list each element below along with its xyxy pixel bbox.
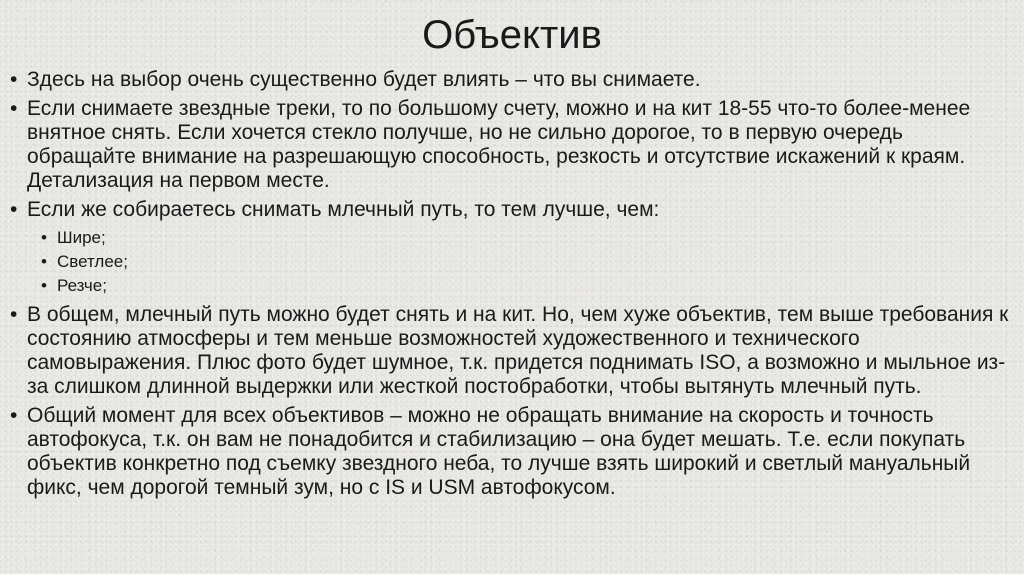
sub-bullet-list — [27, 226, 1014, 298]
bullet-item — [10, 68, 1014, 92]
bullet-item — [10, 303, 1014, 399]
bullet-text: В общем, млечный путь можно будет снять и на кит. Но, чем хуже объектив, тем выше требования к состоянию атмосферы и тем меньше возможностей художественного и технического самовыражения. Плюс фото будет шумное, т.к. придется поднимать ISO, а возможно и мыльное из-за слишком длинной выдержки или жесткой постобработки, чтобы вытянуть млечный путь. — [27, 303, 1009, 398]
bullet-text: Если же собираетесь снимать млечный путь, то тем лучше, чем: — [27, 198, 660, 221]
sub-bullet-item — [27, 274, 1014, 298]
sub-bullet-text: Шире; — [57, 228, 106, 247]
bullet-text: Если снимаете звездные треки, то по большому счету, можно и на кит 18-55 что-то более-менее внятное снять. Если хочется стекло получше, но не сильно дорогое, то в первую очередь обращайте внимание на разрешающую способность, резкость и отсутствие искажений к краям. Детализация на первом месте. — [27, 97, 971, 192]
bullet-text: Здесь на выбор очень существенно будет влиять – что вы снимаете. — [27, 68, 701, 91]
bullet-text: Общий момент для всех объективов – можно не обращать внимание на скорость и точность автофокуса, т.к. он вам не понадобится и стабилизацию – она будет мешать. Т.е. если покупать объектив конкретно под съемку звездного неба, то лучше взять широкий и светлый мануальный фикс, чем дорогой темный зум, но с IS и USM автофокусом. — [27, 404, 971, 499]
sub-bullet-item — [27, 250, 1014, 274]
bullet-item — [10, 404, 1014, 500]
sub-bullet-item — [27, 226, 1014, 250]
slide-title: Объектив — [422, 13, 602, 57]
sub-bullet-text: Светлее; — [57, 252, 128, 271]
sub-bullet-text: Резче; — [57, 276, 107, 295]
bullet-list — [10, 68, 1014, 505]
bullet-item — [10, 198, 1014, 298]
bullet-item — [10, 97, 1014, 193]
